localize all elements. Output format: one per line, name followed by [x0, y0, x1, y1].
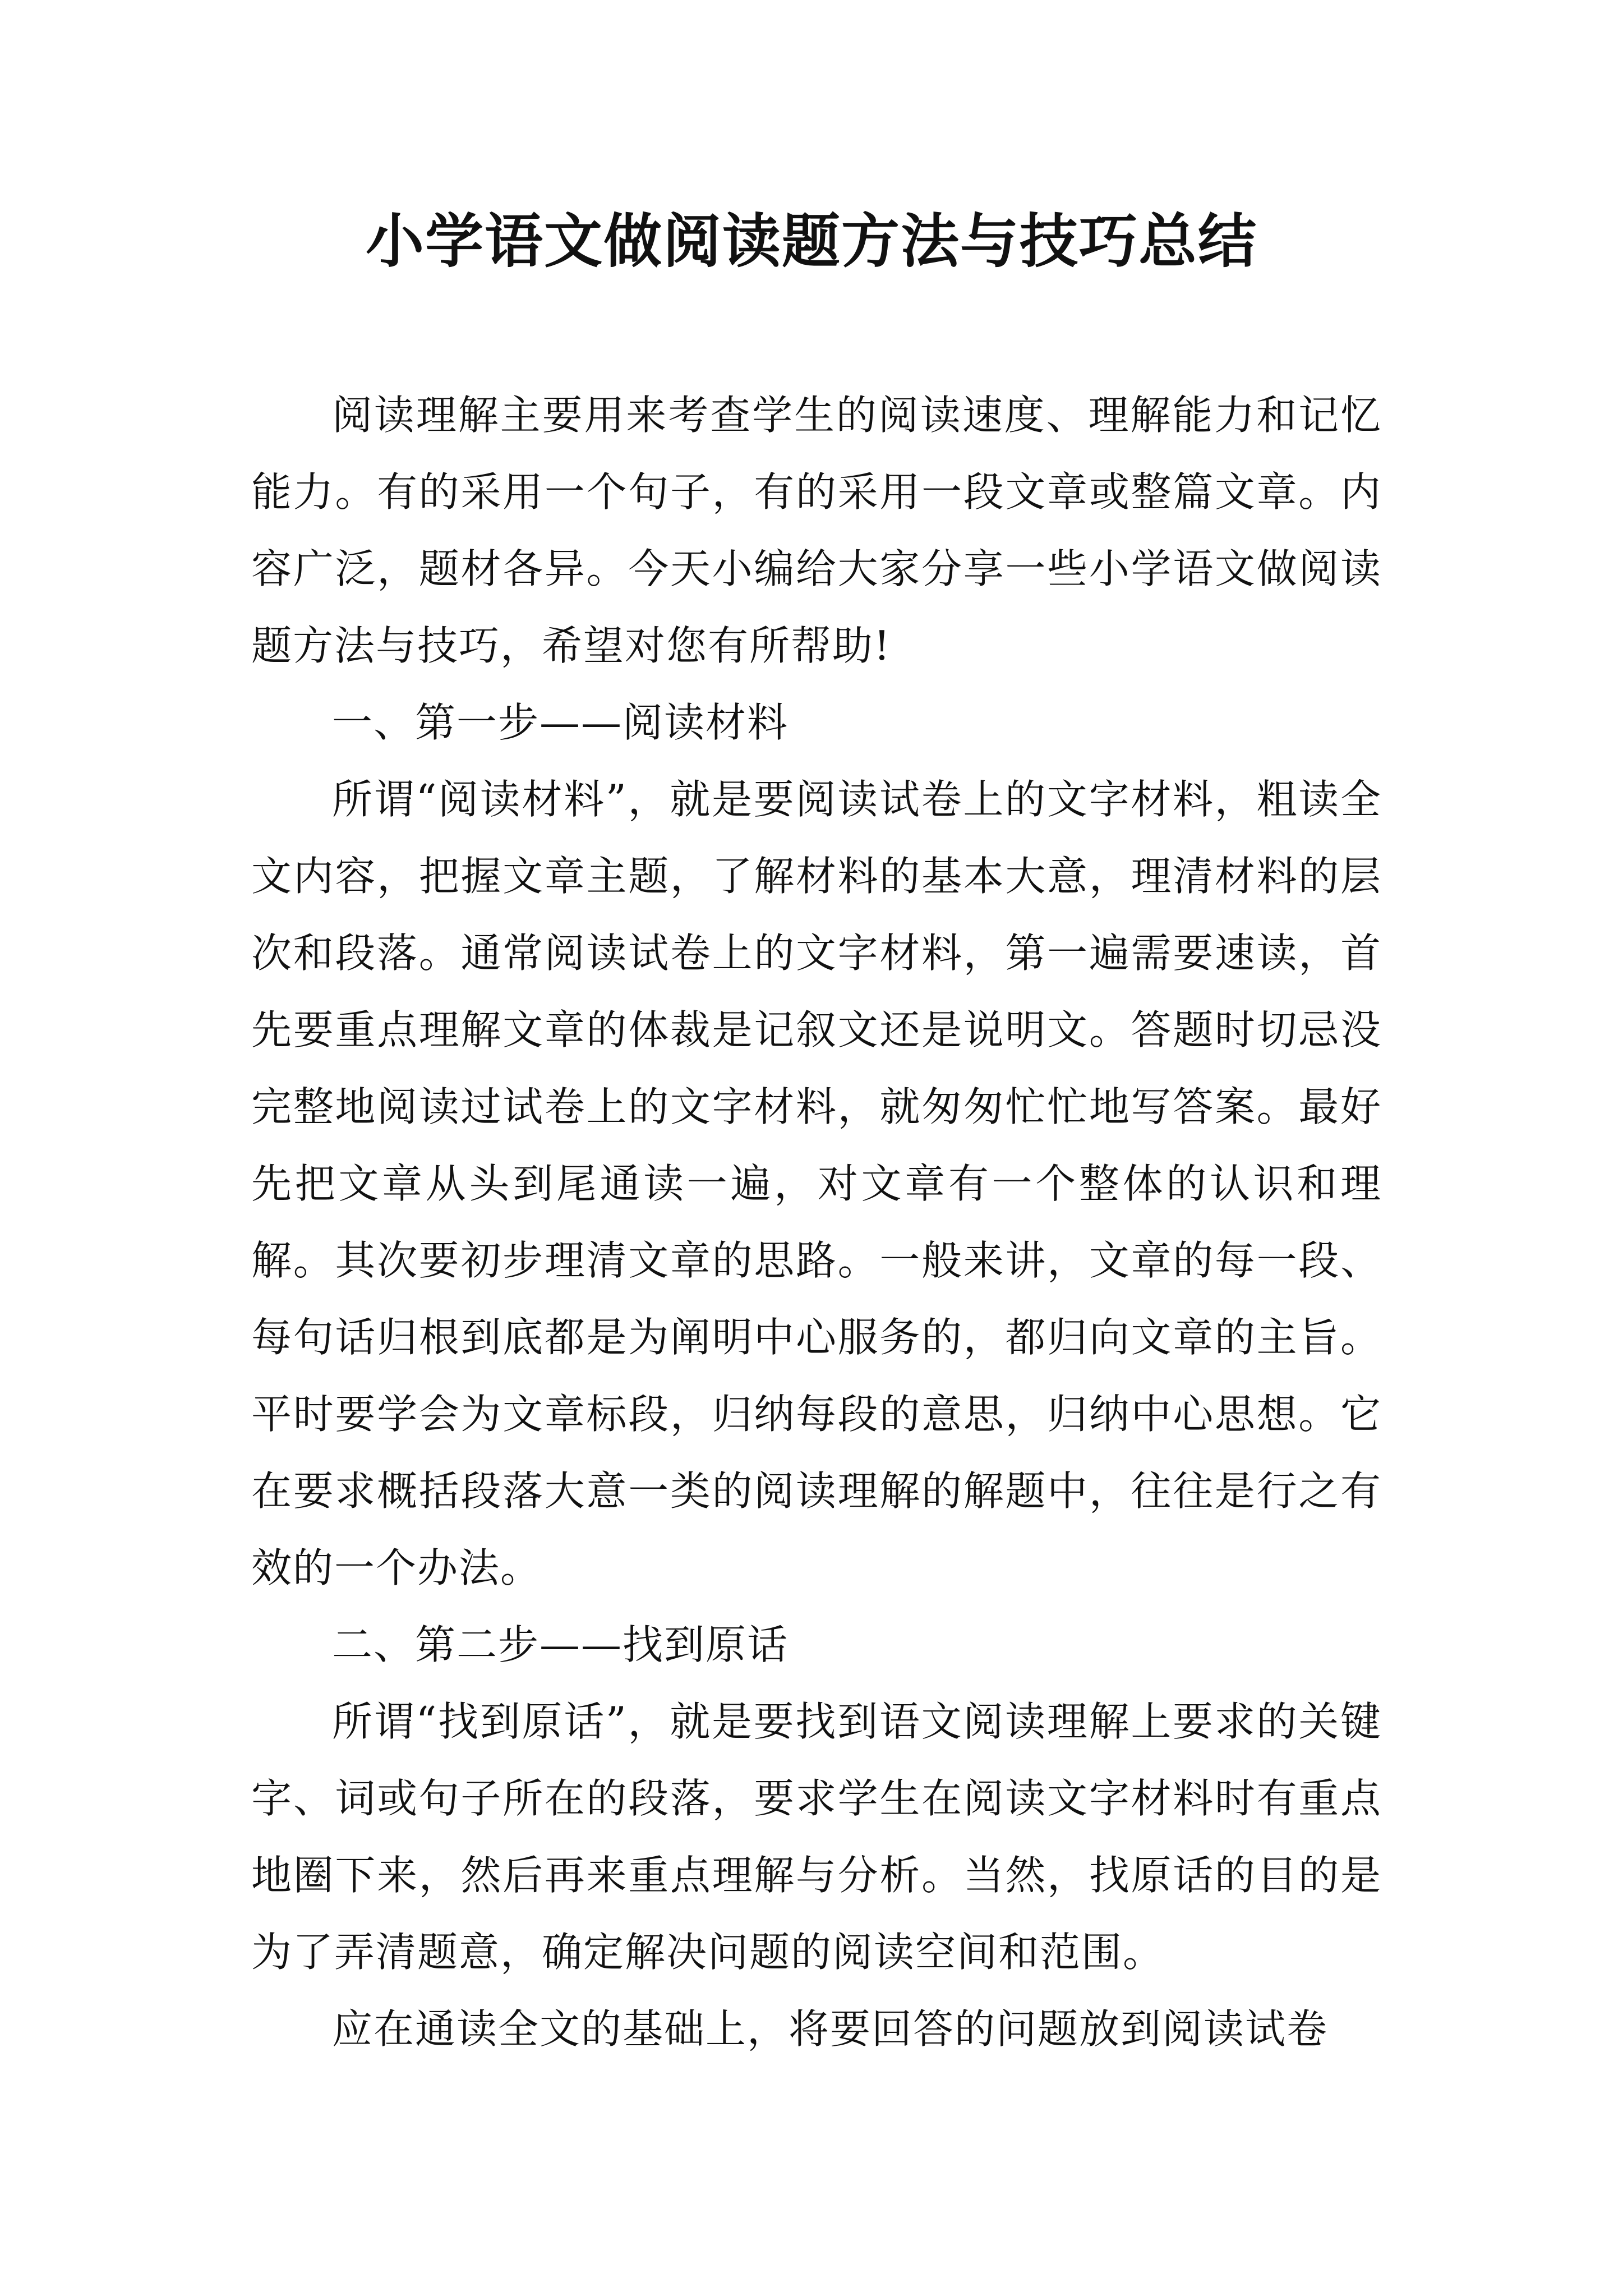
document-body — [251, 377, 1382, 2068]
paragraph-step-one: 所谓“阅读材料”，就是要阅读试卷上的文字材料，粗读全文内容，把握文章主题，了解材料的基本大意，理清材料的层次和段落。通常阅读试卷上的文字材料，第一遍需要速读，首先要重点理解文章的体裁是记叙文还是说明文。答题时切忌没完整地阅读过试卷上的文字材料，就匆匆忙忙地写答案。最好先把文章从头到尾通读一遍，对文章有一个整体的认识和理解。其次要初步理清文章的思路。一般来讲，文章的每一段、每句话归根到底都是为阐明中心服务的，都归向文章的主旨。平时要学会为文章标段，归纳每段的意思，归纳中心思想。它在要求概括段落大意一类的阅读理解的解题中，往往是行之有效的一个办法。 — [251, 776, 1382, 1591]
paragraph-continuation: 应在通读全文的基础上，将要回答的问题放到阅读试卷 — [332, 2005, 1329, 2053]
document-title: 小学语文做阅读题方法与技巧总结 — [365, 206, 1257, 275]
section-heading-step-two: 二、第二步——找到原话 — [332, 1621, 789, 1668]
paragraph-step-two: 所谓“找到原话”，就是要找到语文阅读理解上要求的关键字、词或句子所在的段落，要求学生在阅读文字材料时有重点地圈下来，然后再来重点理解与分析。当然，找原话的目的是为了弄清题意，确定解决问题的阅读空间和范围。 — [251, 1698, 1382, 1976]
paragraph-intro: 阅读理解主要用来考查学生的阅读速度、理解能力和记忆能力。有的采用一个句子，有的采用一段文章或整篇文章。内容广泛，题材各异。今天小编给大家分享一些小学语文做阅读题方法与技巧，希望对您有所帮助! — [251, 392, 1382, 669]
section-heading-step-one: 一、第一步——阅读材料 — [332, 699, 789, 746]
